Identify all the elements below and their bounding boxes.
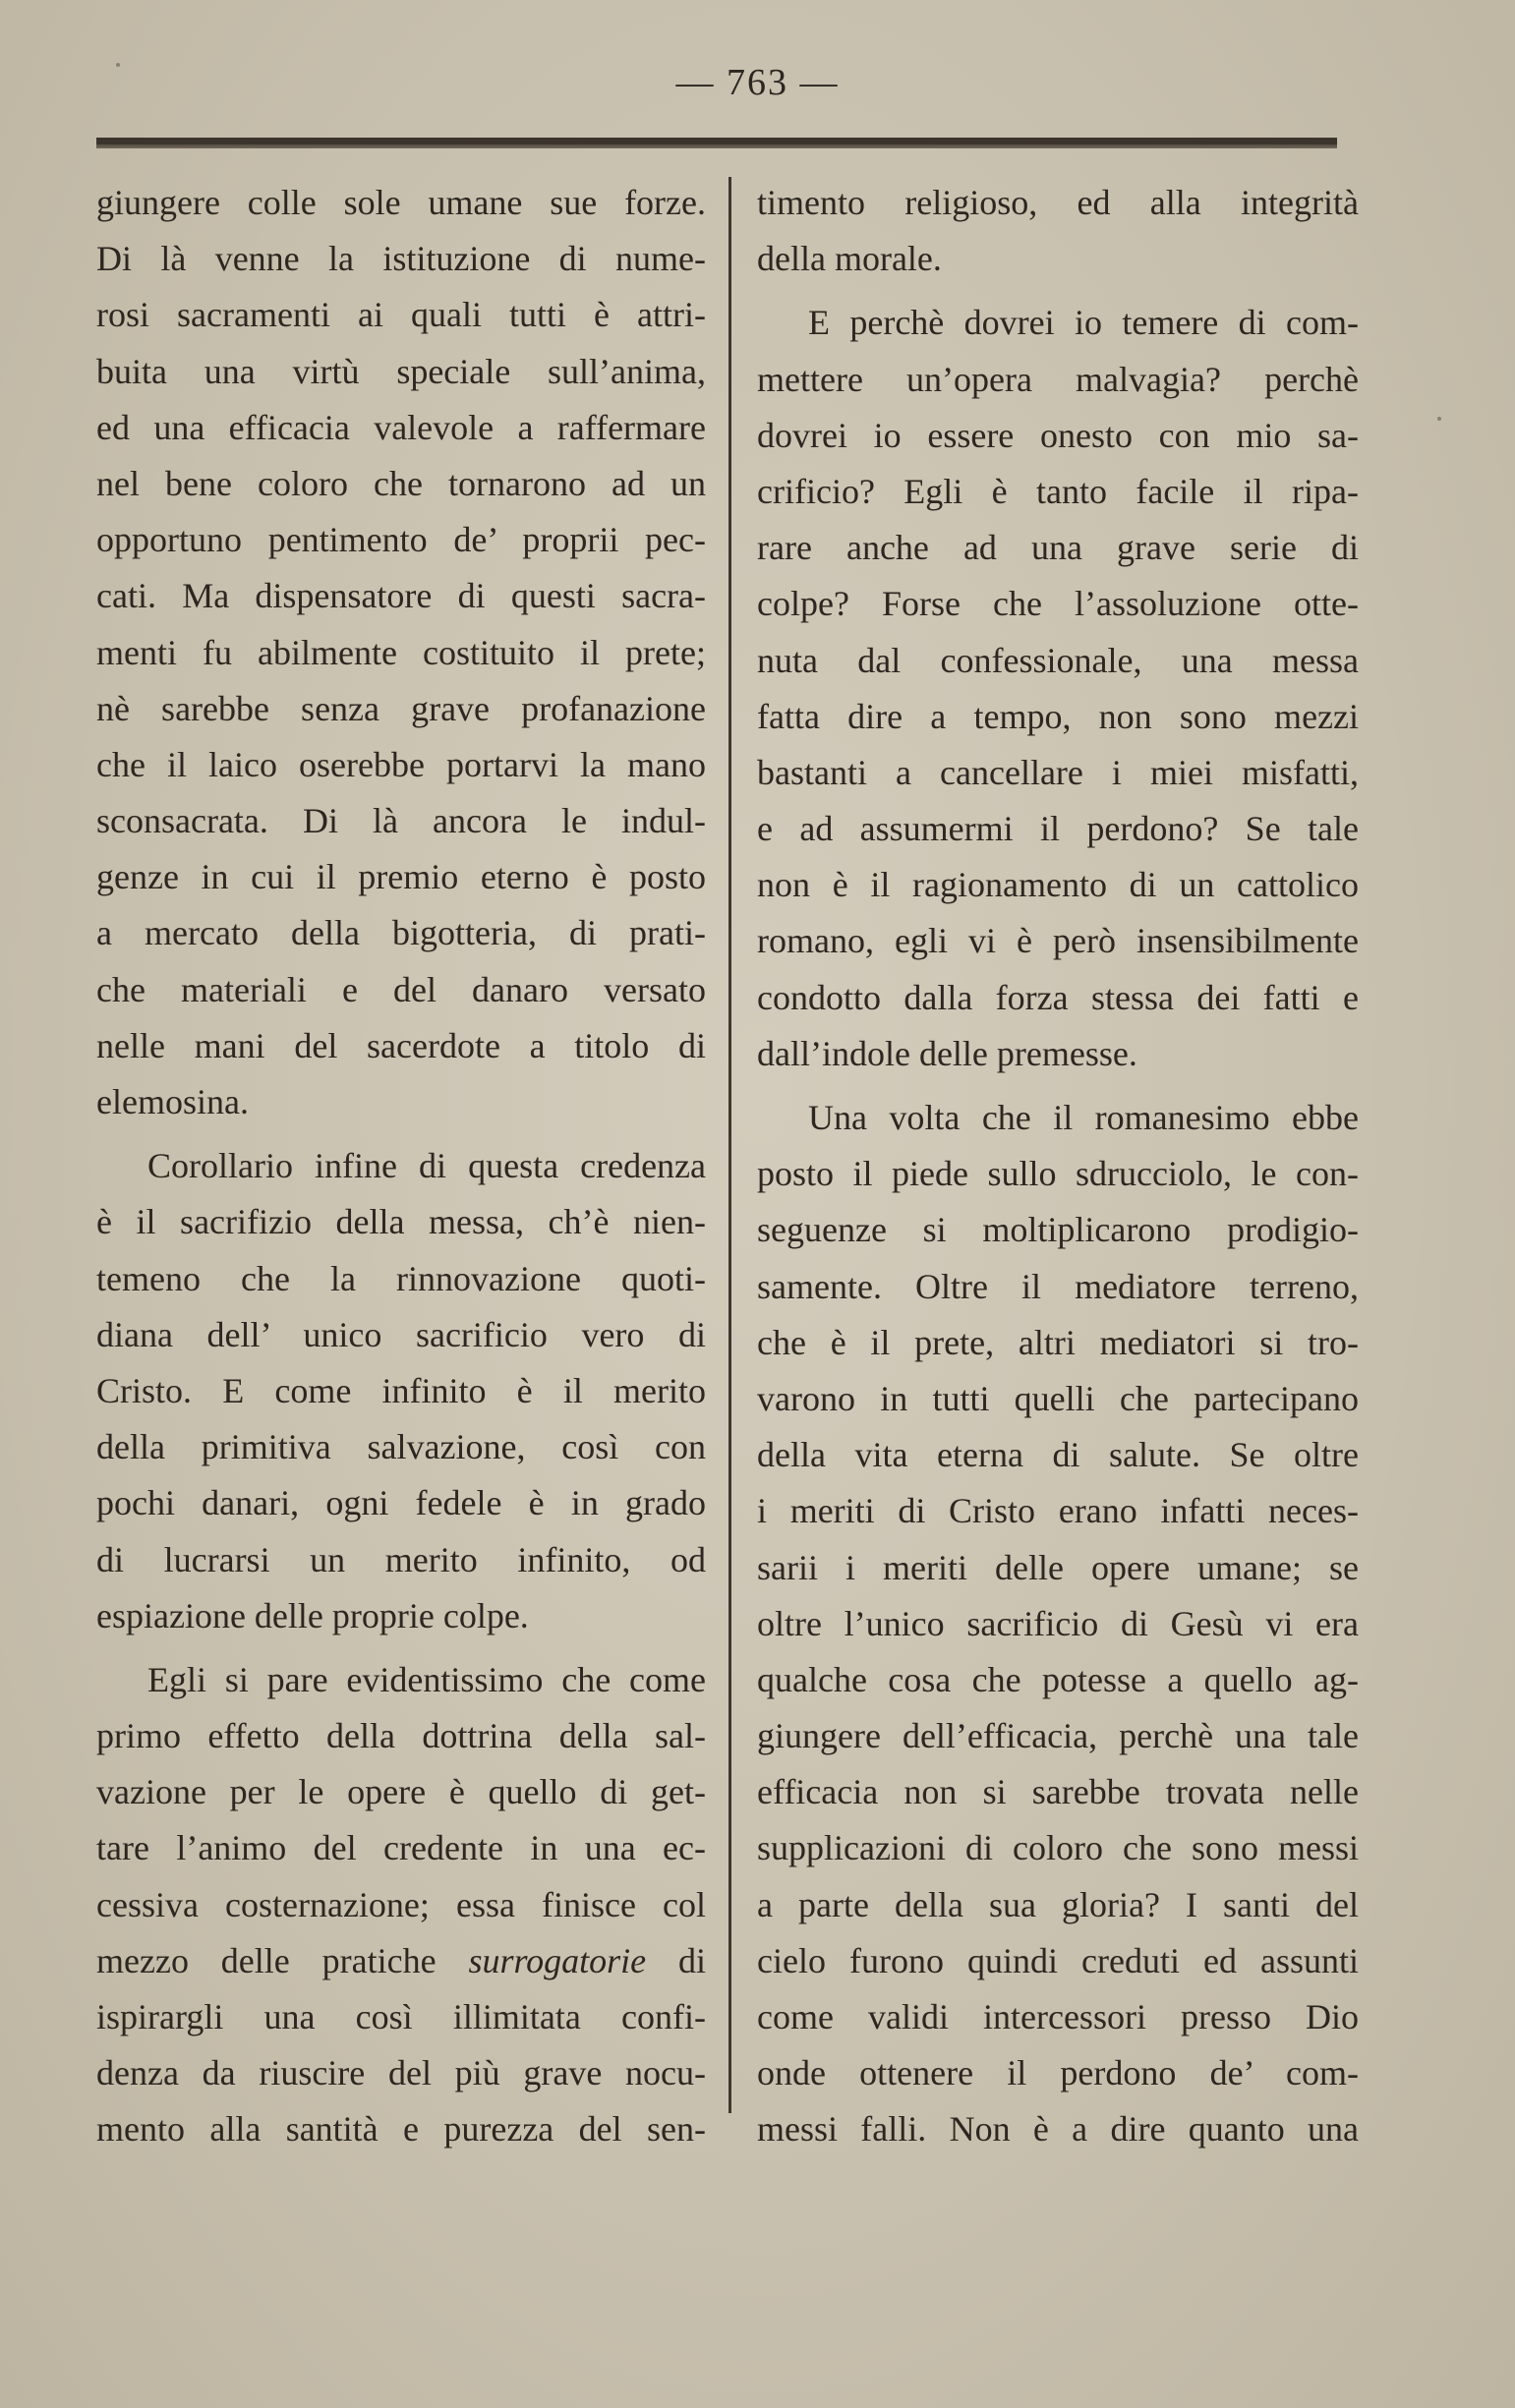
text-line-content: bastanti a cancellare i miei misfatti, — [757, 752, 1359, 792]
text-line-content: come validi intercessori presso Dio — [757, 1997, 1359, 2036]
text-line-content: Egli si pare evidentissimo che come — [147, 1659, 706, 1699]
text-line — [757, 1820, 1359, 1876]
paragraph-gap — [96, 1130, 706, 1138]
text-line — [757, 745, 1359, 801]
text-line — [757, 1427, 1359, 1483]
text-line-content: samente. Oltre il mediatore terreno, — [757, 1266, 1359, 1306]
text-line-content: diana dell’ unico sacrificio vero di — [96, 1314, 706, 1354]
text-line-content: dovrei io essere onesto con mio sa- — [757, 415, 1359, 455]
text-line-content: a mercato della bigotteria, di prati- — [96, 913, 706, 953]
text-line — [757, 1483, 1359, 1539]
paper-speck — [116, 63, 120, 67]
text-line — [757, 1596, 1359, 1652]
page-number: — 763 — — [675, 62, 840, 103]
text-line-content: sconsacrata. Di là ancora le indul- — [96, 801, 706, 841]
text-line — [96, 625, 706, 681]
header-rule — [96, 138, 1337, 146]
text-line — [757, 1371, 1359, 1427]
text-line-content: a parte della sua gloria? I santi del — [757, 1884, 1359, 1924]
text-line — [757, 1708, 1359, 1764]
text-line — [757, 1259, 1359, 1315]
text-line — [757, 2101, 1359, 2157]
text-line-content: non è il ragionamento di un cattolico — [757, 865, 1359, 905]
text-line-content: Cristo. E come infinito è il merito — [96, 1370, 706, 1410]
paper-speck — [1437, 417, 1441, 421]
text-line — [757, 689, 1359, 745]
text-line-content: oltre l’unico sacrificio di Gesù vi era — [757, 1603, 1359, 1643]
text-line-content: mettere un’opera malvagia? perchè — [757, 359, 1359, 399]
text-line — [96, 1933, 706, 1989]
text-line — [757, 352, 1359, 408]
text-line-content: mezzo delle pratiche — [96, 1940, 437, 1980]
text-line-content: onde ottenere il perdono de’ com- — [757, 2053, 1359, 2093]
text-line-content: cielo furono quindi creduti ed assunti — [757, 1940, 1359, 1980]
text-line — [96, 849, 706, 905]
text-line — [96, 456, 706, 512]
text-line — [96, 1307, 706, 1363]
text-line-content: efficacia non si sarebbe trovata nelle — [757, 1772, 1359, 1812]
text-line-content: opportuno pentimento de’ proprii pec- — [96, 520, 706, 560]
text-line-content: nel bene coloro che tornarono ad un — [96, 463, 706, 503]
text-line-content: fatta dire a tempo, non sono mezzi — [757, 696, 1359, 736]
text-line — [757, 175, 1359, 231]
text-line — [757, 1989, 1359, 2045]
text-line-content: che è il prete, altri mediatori si tro- — [757, 1322, 1359, 1362]
text-line — [96, 175, 706, 231]
text-line — [96, 1251, 706, 1307]
text-line — [757, 408, 1359, 464]
text-line-content: temeno che la rinnovazione quoti- — [96, 1258, 706, 1298]
text-line — [96, 231, 706, 287]
text-line-content: supplicazioni di coloro che sono messi — [757, 1828, 1359, 1868]
text-line-content: rare anche ad una grave serie di — [757, 528, 1359, 568]
text-line-content: ispirargli una così illimitata confi- — [96, 1997, 706, 2036]
text-line — [96, 1652, 706, 1708]
text-line — [757, 633, 1359, 689]
text-line-content: Di là venne la istituzione di nume- — [96, 239, 706, 279]
text-line — [96, 681, 706, 737]
text-line-content: pochi danari, ogni fedele è in grado — [96, 1483, 706, 1523]
text-line — [757, 1540, 1359, 1596]
text-line — [96, 2045, 706, 2101]
text-line — [757, 970, 1359, 1026]
text-line-content: Una volta che il romanesimo ebbe — [808, 1098, 1359, 1137]
text-line — [96, 905, 706, 961]
text-line-content: qualche cosa che potesse a quello ag- — [757, 1659, 1359, 1699]
text-line-content: e ad assumermi il perdono? Se tale — [757, 809, 1359, 849]
text-line-content: vazione per le opere è quello di get- — [96, 1772, 706, 1812]
text-line — [757, 857, 1359, 913]
text-line-content: genze in cui il premio eterno è posto — [96, 857, 706, 897]
left-column — [96, 175, 706, 2158]
text-line-content: messi falli. Non è a dire quanto una — [757, 2109, 1359, 2150]
text-line — [96, 1363, 706, 1419]
text-line — [96, 1877, 706, 1933]
text-line-content: Corollario infine di questa credenza — [147, 1146, 706, 1186]
text-line-content: cessiva costernazione; essa finisce col — [96, 1884, 706, 1924]
text-line-content: cati. Ma dispensatore di questi sacra- — [96, 576, 706, 616]
text-line — [96, 737, 706, 793]
text-line — [757, 1933, 1359, 1989]
text-line-content: nuta dal confessionale, una messa — [757, 640, 1359, 680]
text-line-content: posto il piede sullo sdrucciolo, le con- — [757, 1154, 1359, 1194]
text-line — [757, 231, 1359, 287]
text-line — [757, 464, 1359, 520]
text-line — [96, 1708, 706, 1764]
text-line-content: sarii i meriti delle opere umane; se — [757, 1547, 1359, 1587]
text-line-content: primo effetto della dottrina della sal- — [96, 1716, 706, 1756]
text-line-content: ed una efficacia valevole a raffermare — [96, 407, 706, 447]
text-line — [96, 962, 706, 1018]
text-line — [96, 400, 706, 456]
text-line — [96, 1764, 706, 1820]
text-line — [757, 295, 1359, 351]
text-line — [96, 2101, 706, 2157]
text-line-content: espiazione delle proprie colpe. — [96, 1595, 529, 1635]
text-line — [757, 2045, 1359, 2101]
text-line — [96, 1074, 706, 1130]
text-line-content: condotto dalla forza stessa dei fatti e — [757, 977, 1359, 1017]
text-line — [96, 1018, 706, 1074]
text-line-content: i meriti di Cristo erano infatti neces- — [757, 1491, 1359, 1531]
text-line — [757, 520, 1359, 576]
text-line — [96, 1419, 706, 1475]
text-line — [757, 1877, 1359, 1933]
text-line — [757, 1652, 1359, 1708]
text-line-content: colpe? Forse che l’assoluzione otte- — [757, 584, 1359, 624]
text-line — [96, 1588, 706, 1644]
text-line-content: denza da riuscire del più grave nocu- — [96, 2053, 706, 2093]
text-line — [757, 801, 1359, 857]
text-line — [96, 1194, 706, 1250]
text-line-content: è il sacrifizio della messa, ch’è nien- — [96, 1202, 706, 1242]
text-line — [96, 568, 706, 624]
text-line-content: varono in tutti quelli che partecipano — [757, 1378, 1359, 1418]
text-line — [96, 512, 706, 568]
text-line — [96, 1532, 706, 1588]
paragraph-gap — [757, 287, 1359, 295]
text-line-content: seguenze si moltiplicarono prodigio- — [757, 1210, 1359, 1250]
italic-word: surrogatorie — [468, 1940, 647, 1980]
text-line — [757, 1764, 1359, 1820]
text-line — [757, 1090, 1359, 1146]
text-line — [757, 913, 1359, 969]
text-line-content: che il laico oserebbe portarvi la mano — [96, 744, 706, 784]
text-line-content: menti fu abilmente costituito il prete; — [96, 632, 706, 672]
text-line-content: romano, egli vi è però insensibilmente — [757, 921, 1359, 961]
text-line — [757, 576, 1359, 632]
text-line-content: mento alla santità e purezza del sen- — [96, 2109, 706, 2150]
text-line — [757, 1026, 1359, 1082]
text-line — [96, 1475, 706, 1531]
text-line-tail: di — [646, 1940, 706, 1980]
right-column — [757, 175, 1359, 2158]
text-line-content: giungere dell’efficacia, perchè una tale — [757, 1716, 1359, 1756]
column-divider — [728, 177, 731, 2113]
text-line-content: giungere colle sole umane sue forze. — [96, 183, 706, 222]
text-line-content: E perchè dovrei io temere di com- — [808, 303, 1359, 343]
text-line-content: buita una virtù speciale sull’anima, — [96, 351, 706, 391]
text-line-content: rosi sacramenti ai quali tutti è attri- — [96, 295, 706, 335]
text-line-content: tare l’animo del credente in una ec- — [96, 1828, 706, 1868]
text-line-content: della primitiva salvazione, così con — [96, 1427, 706, 1467]
text-line — [757, 1315, 1359, 1371]
text-line — [96, 344, 706, 400]
text-line-content: nè sarebbe senza grave profanazione — [96, 688, 706, 728]
paragraph-gap — [96, 1644, 706, 1652]
text-line — [96, 1820, 706, 1876]
text-line-content: crificio? Egli è tanto facile il ripa- — [757, 471, 1359, 511]
text-line-content: che materiali e del danaro versato — [96, 969, 706, 1009]
paragraph-gap — [757, 1082, 1359, 1090]
text-line — [757, 1146, 1359, 1202]
text-line — [96, 1989, 706, 2045]
text-line — [96, 1138, 706, 1194]
text-line-content: della morale. — [757, 239, 942, 279]
text-line-content: nelle mani del sacerdote a titolo di — [96, 1025, 706, 1065]
text-line — [96, 793, 706, 849]
text-line-content: della vita eterna di salute. Se oltre — [757, 1435, 1359, 1475]
text-line-content: dall’indole delle premesse. — [757, 1033, 1137, 1073]
text-line-content: di lucrarsi un merito infinito, od — [96, 1539, 706, 1579]
text-line-content: timento religioso, ed alla integrità — [757, 183, 1359, 222]
text-line — [96, 287, 706, 343]
text-line — [757, 1202, 1359, 1258]
text-line-content: elemosina. — [96, 1082, 249, 1121]
